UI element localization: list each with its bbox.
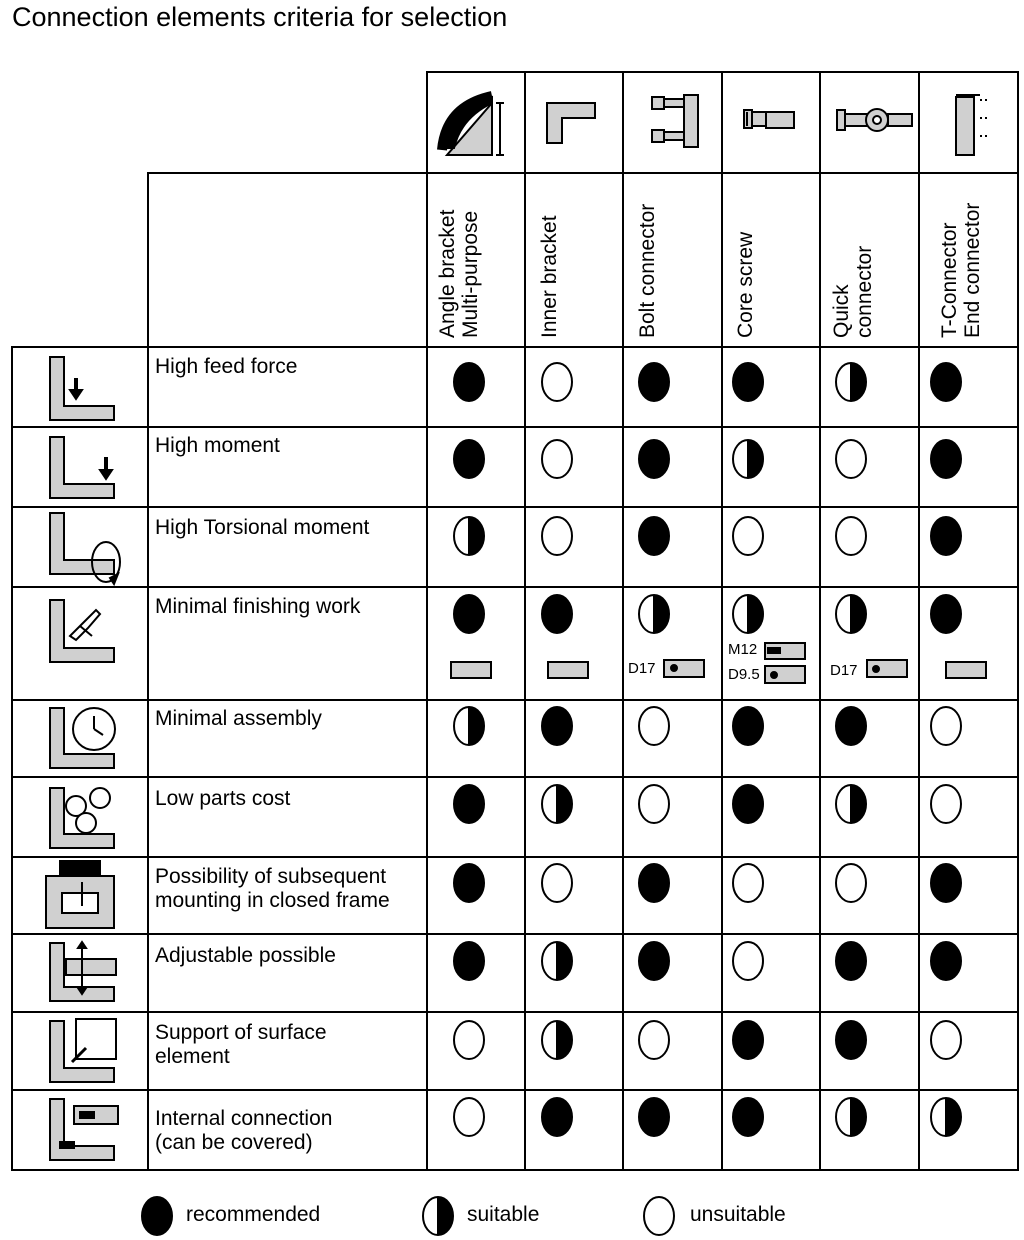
rating-inner-bracket-row-8: [542, 942, 572, 980]
rating-angle-bracket-row-10: [454, 1098, 484, 1136]
rating-t-connector-row-2: [931, 440, 961, 478]
rating-inner-bracket-row-10: [542, 1098, 572, 1136]
rating-bolt-connector-row-3: [639, 517, 669, 555]
row-label-parts-cost: Low parts cost: [155, 787, 291, 810]
rating-t-connector-row-3: [931, 517, 961, 555]
internal-connection-icon: [50, 1099, 118, 1160]
rating-inner-bracket-row-5: [542, 707, 572, 745]
coins-icon: [50, 788, 114, 848]
rating-core-screw-row-1: [733, 363, 763, 401]
rating-inner-bracket-row-9: [542, 1021, 572, 1059]
row-label-adjustable: Adjustable possible: [155, 944, 336, 967]
torsional-moment-icon: [50, 513, 120, 584]
column-label-t-connector: T-Connector End connector: [938, 202, 984, 338]
rating-bolt-connector-row-2: [639, 440, 669, 478]
bolt-connector-icon: [652, 95, 698, 147]
rating-core-screw-row-3: [733, 517, 763, 555]
column-label-core-screw: Core screw: [734, 231, 757, 338]
row-label-torsional-moment: High Torsional moment: [155, 516, 370, 539]
rating-bolt-connector-row-9: [639, 1021, 669, 1059]
rating-bolt-connector-row-4: [639, 595, 669, 633]
row-label-surface-support: Support of surface element: [155, 1021, 327, 1068]
note-core-d95: D9.5: [728, 666, 760, 683]
rating-angle-bracket-row-5: [454, 707, 484, 745]
closed-frame-icon: [46, 861, 114, 928]
row-label-internal-connection: Internal connection (can be covered): [155, 1107, 333, 1154]
rating-core-screw-row-2: [733, 440, 763, 478]
rating-bolt-connector-row-8: [639, 942, 669, 980]
rating-angle-bracket-row-7: [454, 864, 484, 902]
legend-unsuitable-label: unsuitable: [690, 1203, 786, 1226]
feed-force-icon: [50, 357, 114, 420]
rating-core-screw-row-7: [733, 864, 763, 902]
rating-angle-bracket-row-4: [454, 595, 484, 633]
rating-quick-connector-row-6: [836, 785, 866, 823]
row-label-moment: High moment: [155, 434, 280, 457]
rating-quick-connector-row-2: [836, 440, 866, 478]
rating-quick-connector-row-5: [836, 707, 866, 745]
note-core-m12: M12: [728, 641, 758, 658]
column-label-angle-bracket: Angle bracket Multi-purpose: [436, 209, 482, 338]
core-screw-icon: [744, 110, 794, 128]
quick-connector-icon: [837, 109, 912, 131]
rating-inner-bracket-row-6: [542, 785, 572, 823]
rating-t-connector-row-8: [931, 942, 961, 980]
rating-bolt-connector-row-6: [639, 785, 669, 823]
rating-t-connector-row-10: [931, 1098, 961, 1136]
inner-bracket-icon: [547, 103, 595, 143]
rating-quick-connector-row-8: [836, 942, 866, 980]
rating-quick-connector-row-1: [836, 363, 866, 401]
rating-bolt-connector-row-7: [639, 864, 669, 902]
column-label-bolt-connector: Bolt connector: [636, 203, 659, 338]
rating-t-connector-row-6: [931, 785, 961, 823]
angle-bracket-icon: [442, 96, 504, 155]
row-label-assembly: Minimal assembly: [155, 707, 322, 730]
rating-core-screw-row-4: [733, 595, 763, 633]
legend-recommended-label: recommended: [186, 1203, 321, 1226]
rating-bolt-connector-row-1: [639, 363, 669, 401]
surface-support-icon: [50, 1019, 116, 1082]
row-label-feed-force: High feed force: [155, 355, 298, 378]
rating-t-connector-row-9: [931, 1021, 961, 1059]
rating-quick-connector-row-3: [836, 517, 866, 555]
rating-angle-bracket-row-8: [454, 942, 484, 980]
rating-bolt-connector-row-10: [639, 1098, 669, 1136]
finishing-sketches: [451, 643, 986, 683]
rating-core-screw-row-6: [733, 785, 763, 823]
legend-suitable-icon: [423, 1197, 453, 1235]
rating-inner-bracket-row-2: [542, 440, 572, 478]
column-label-inner-bracket: Inner bracket: [538, 215, 561, 338]
rating-quick-connector-row-7: [836, 864, 866, 902]
rating-t-connector-row-5: [931, 707, 961, 745]
rating-core-screw-row-10: [733, 1098, 763, 1136]
rating-angle-bracket-row-1: [454, 363, 484, 401]
legend-unsuitable-icon: [644, 1197, 674, 1235]
finishing-work-icon: [50, 600, 114, 662]
legend-recommended-icon: [142, 1197, 172, 1235]
rating-t-connector-row-1: [931, 363, 961, 401]
assembly-clock-icon: [50, 708, 115, 768]
note-quick-d17: D17: [830, 662, 858, 679]
rating-core-screw-row-8: [733, 942, 763, 980]
row-label-closed-frame: Possibility of subsequent mounting in closed frame: [155, 865, 390, 912]
rating-inner-bracket-row-7: [542, 864, 572, 902]
column-label-quick-connector: Quick connector: [830, 245, 876, 338]
rating-angle-bracket-row-3: [454, 517, 484, 555]
rating-t-connector-row-7: [931, 864, 961, 902]
rating-angle-bracket-row-9: [454, 1021, 484, 1059]
moment-icon: [50, 437, 114, 498]
rating-quick-connector-row-4: [836, 595, 866, 633]
rating-inner-bracket-row-4: [542, 595, 572, 633]
t-connector-icon: [956, 95, 990, 155]
rating-bolt-connector-row-5: [639, 707, 669, 745]
rating-quick-connector-row-9: [836, 1021, 866, 1059]
note-bolt-d17: D17: [628, 660, 656, 677]
rating-core-screw-row-9: [733, 1021, 763, 1059]
rating-angle-bracket-row-2: [454, 440, 484, 478]
page-title: Connection elements criteria for selection: [12, 2, 508, 32]
rating-inner-bracket-row-1: [542, 363, 572, 401]
rating-quick-connector-row-10: [836, 1098, 866, 1136]
rating-core-screw-row-5: [733, 707, 763, 745]
rating-angle-bracket-row-6: [454, 785, 484, 823]
rating-t-connector-row-4: [931, 595, 961, 633]
row-label-finishing-work: Minimal finishing work: [155, 595, 361, 618]
rating-inner-bracket-row-3: [542, 517, 572, 555]
legend-suitable-label: suitable: [467, 1203, 540, 1226]
adjustable-icon: [50, 942, 116, 1001]
